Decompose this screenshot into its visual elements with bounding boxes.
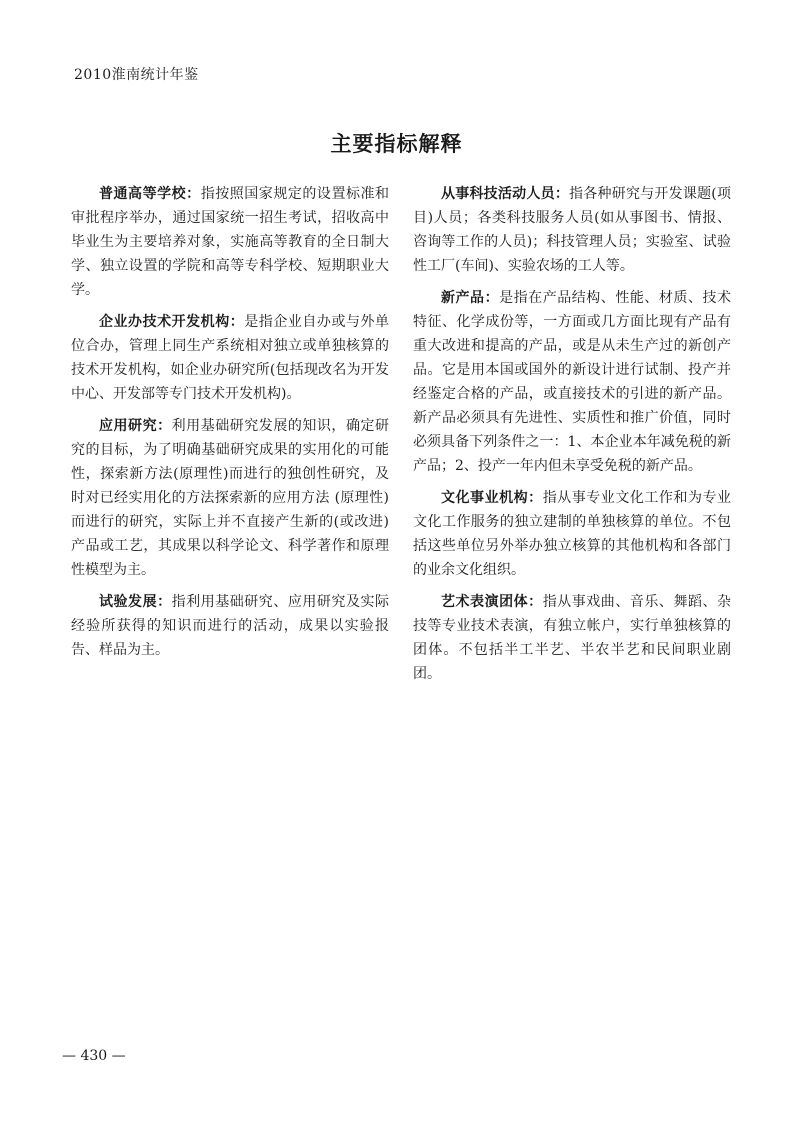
definition-term: 文化事业机构 [441, 490, 529, 506]
definition-text: 指从事专业文化工作和为专业文化工作服务的独立建制的单独核算的单位。不包括这些单位另外举办独立核算的其他机构和各部门的业余文化组织。 [413, 490, 732, 578]
definition-term: 艺术表演团体 [441, 594, 529, 610]
definition-text: 是指在产品结构、性能、材质、技术特征、化学成份等，一方面或几方面比现有产品有重大改进和提高的产品，或是从未生产过的新创产品。它是用本国或国外的新设计进行试制、投产并经鉴定合格的产品，或直接技术的引进的新产品。新产品必须具有先进性、实质性和推广价值，同时必须具备下列条件之一：1、本企业本年减免税的新产品；2、投产一年内但未享受免税的新产品。 [413, 290, 732, 474]
definition-entry [413, 286, 731, 478]
definition-text: 指各种研究与开发课题(项目)人员；各类科技服务人员(如从事图书、情报、咨询等工作的人员)；科技管理人员；实验室、试验性工厂(车间)、实验农场的工人等。 [413, 186, 732, 274]
definition-entry [413, 182, 731, 278]
definition-text: 是指企业自办或与外单位合办，管理上同生产系统相对独立或单独核算的技术开发机构，如企业办研究所(包括现改名为开发中心、开发部等专门技术开发机构)。 [71, 314, 390, 402]
term-separator: ： [528, 594, 543, 610]
term-separator: ： [528, 490, 543, 506]
definition-text: 指从事戏曲、音乐、舞蹈、杂技等专业技术表演，有独立帐户，实行单独核算的团体。不包括半工半艺、半农半艺和民间职业剧团。 [413, 594, 732, 682]
term-separator: ： [554, 186, 570, 202]
definition-entry [71, 310, 389, 406]
term-separator: ： [157, 418, 172, 434]
definition-term: 企业办技术开发机构 [99, 314, 230, 330]
definition-entry [413, 590, 731, 686]
definition-term: 应用研究 [99, 418, 158, 434]
right-column [413, 182, 731, 694]
page-number: — 430 — [62, 1048, 126, 1064]
page-title: 主要指标解释 [330, 132, 463, 156]
definition-term: 从事科技活动人员 [441, 186, 555, 202]
running-header: 2010淮南统计年鉴 [74, 67, 199, 83]
definition-text: 指按照国家规定的设置标准和审批程序举办，通过国家统一招生考试，招收高中毕业生为主要培养对象，实施高等教育的全日制大学、独立设置的学院和高等专科学校、短期职业大学。 [71, 186, 390, 298]
definition-term: 试验发展 [99, 594, 158, 610]
left-column [71, 182, 389, 670]
definition-entry [413, 486, 731, 582]
definition-entry [71, 182, 389, 302]
term-separator: ： [157, 594, 172, 610]
term-separator: ： [484, 290, 500, 306]
definition-entry [71, 414, 389, 582]
definition-term: 普通高等学校 [99, 186, 187, 202]
definition-text: 指利用基础研究、应用研究及实际经验所获得的知识而进行的活动，成果以实验报告、样品为主。 [71, 594, 390, 658]
definition-term: 新产品 [441, 290, 485, 306]
term-separator: ： [229, 314, 245, 330]
definition-text: 利用基础研究发展的知识，确定研究的目标，为了明确基础研究成果的实用化的可能性，探索新方法(原理性)而进行的独创性研究，及时对已经实用化的方法探索新的应用方法 (原理性)而进行的研究，实际上并不直接产生新的(或改进)产品或工艺，其成果以科学论文、科学著作和原理性模型为主。 [71, 418, 390, 578]
term-separator: ： [186, 186, 201, 202]
definition-entry [71, 590, 389, 662]
